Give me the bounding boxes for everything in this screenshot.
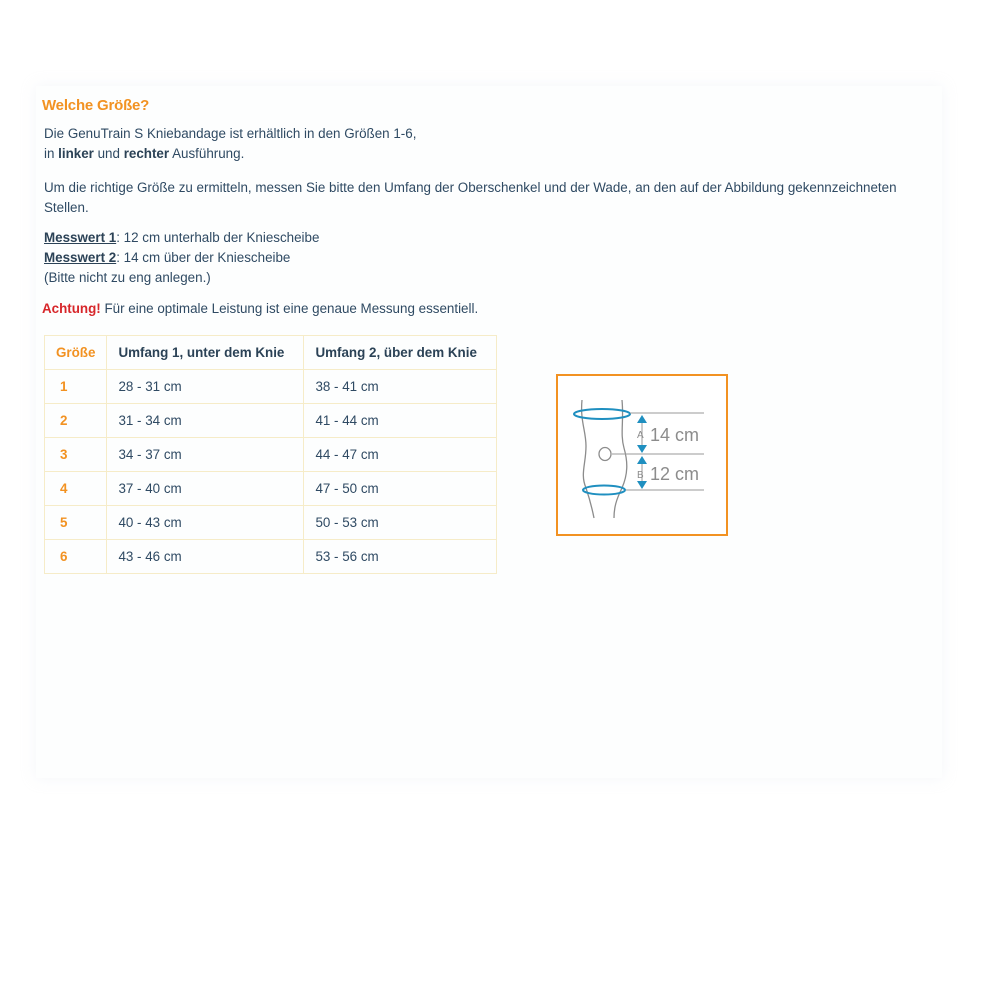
table-row [45,404,497,438]
messwert-1-label: Messwert 1 [44,230,117,245]
intro-line-2-pre: in [44,146,59,161]
circumference-2-cell: 53 - 56 cm [304,540,497,574]
measure-instructions: Um die richtige Größe zu ermitteln, messen Sie bitte den Umfang der Oberschenkel und der Wade, an den auf der Abbildung gekennzeichneten Stellen. [44,180,897,215]
circumference-1-cell: 43 - 46 cm [107,540,304,574]
knee-diagram-svg [558,376,726,534]
table-row [45,472,497,506]
label-b-value: 12 cm [650,464,700,484]
intro-line-1: Die GenuTrain S Kniebandage ist erhältlich in den Größen 1-6, [44,126,417,141]
circumference-2-cell: 41 - 44 cm [304,404,497,438]
circumference-2-cell: 44 - 47 cm [304,438,497,472]
header-size: Größe [45,336,107,370]
circumference-1-cell: 31 - 34 cm [107,404,304,438]
intro-paragraph [44,124,416,164]
calf-ring [583,486,625,495]
size-cell: 3 [45,438,107,472]
messwert-1-text: : 12 cm unterhalb der Kniescheibe [116,230,320,245]
size-cell: 2 [45,404,107,438]
fit-note: (Bitte nicht zu eng anlegen.) [44,270,211,285]
intro-rechter: rechter [123,146,170,161]
header-circumference-2: Umfang 2, über dem Knie [304,336,497,370]
arrow-up-b-icon [637,456,647,464]
circumference-1-cell: 40 - 43 cm [107,506,304,540]
circumference-1-cell: 34 - 37 cm [107,438,304,472]
size-cell: 4 [45,472,107,506]
intro-line-2-mid: und [93,146,124,161]
arrow-up-a-icon [637,415,647,423]
arrow-down-b-icon [637,481,647,489]
circumference-2-cell: 38 - 41 cm [304,370,497,404]
table-row [45,370,497,404]
circumference-1-cell: 28 - 31 cm [107,370,304,404]
label-a-value: 14 cm [650,425,700,445]
size-table [44,335,497,574]
circumference-2-cell: 50 - 53 cm [304,506,497,540]
size-cell: 1 [45,370,107,404]
table-row [45,506,497,540]
size-cell: 6 [45,540,107,574]
warning-line [42,299,478,319]
messwert-2-text: : 14 cm über der Kniescheibe [116,250,291,265]
messwert-2-label: Messwert 2 [44,250,117,265]
circumference-2-cell: 47 - 50 cm [304,472,497,506]
size-cell: 5 [45,506,107,540]
measurement-list [44,228,319,288]
label-b: B [637,470,644,481]
intro-linker: linker [58,146,94,161]
knee-measurement-diagram [556,374,728,536]
intro-line-2-post: Ausführung. [169,146,245,161]
table-row [45,438,497,472]
table-header-row [45,336,497,370]
warning-label: Achtung! [42,301,101,316]
table-row [45,540,497,574]
kneecap [599,448,611,461]
arrow-down-a-icon [637,445,647,453]
warning-text: Für eine optimale Leistung ist eine genaue Messung essentiell. [100,301,479,316]
header-circumference-1: Umfang 1, unter dem Knie [107,336,304,370]
circumference-1-cell: 37 - 40 cm [107,472,304,506]
label-a: A [637,430,644,441]
page-title: Welche Größe? [42,97,150,114]
